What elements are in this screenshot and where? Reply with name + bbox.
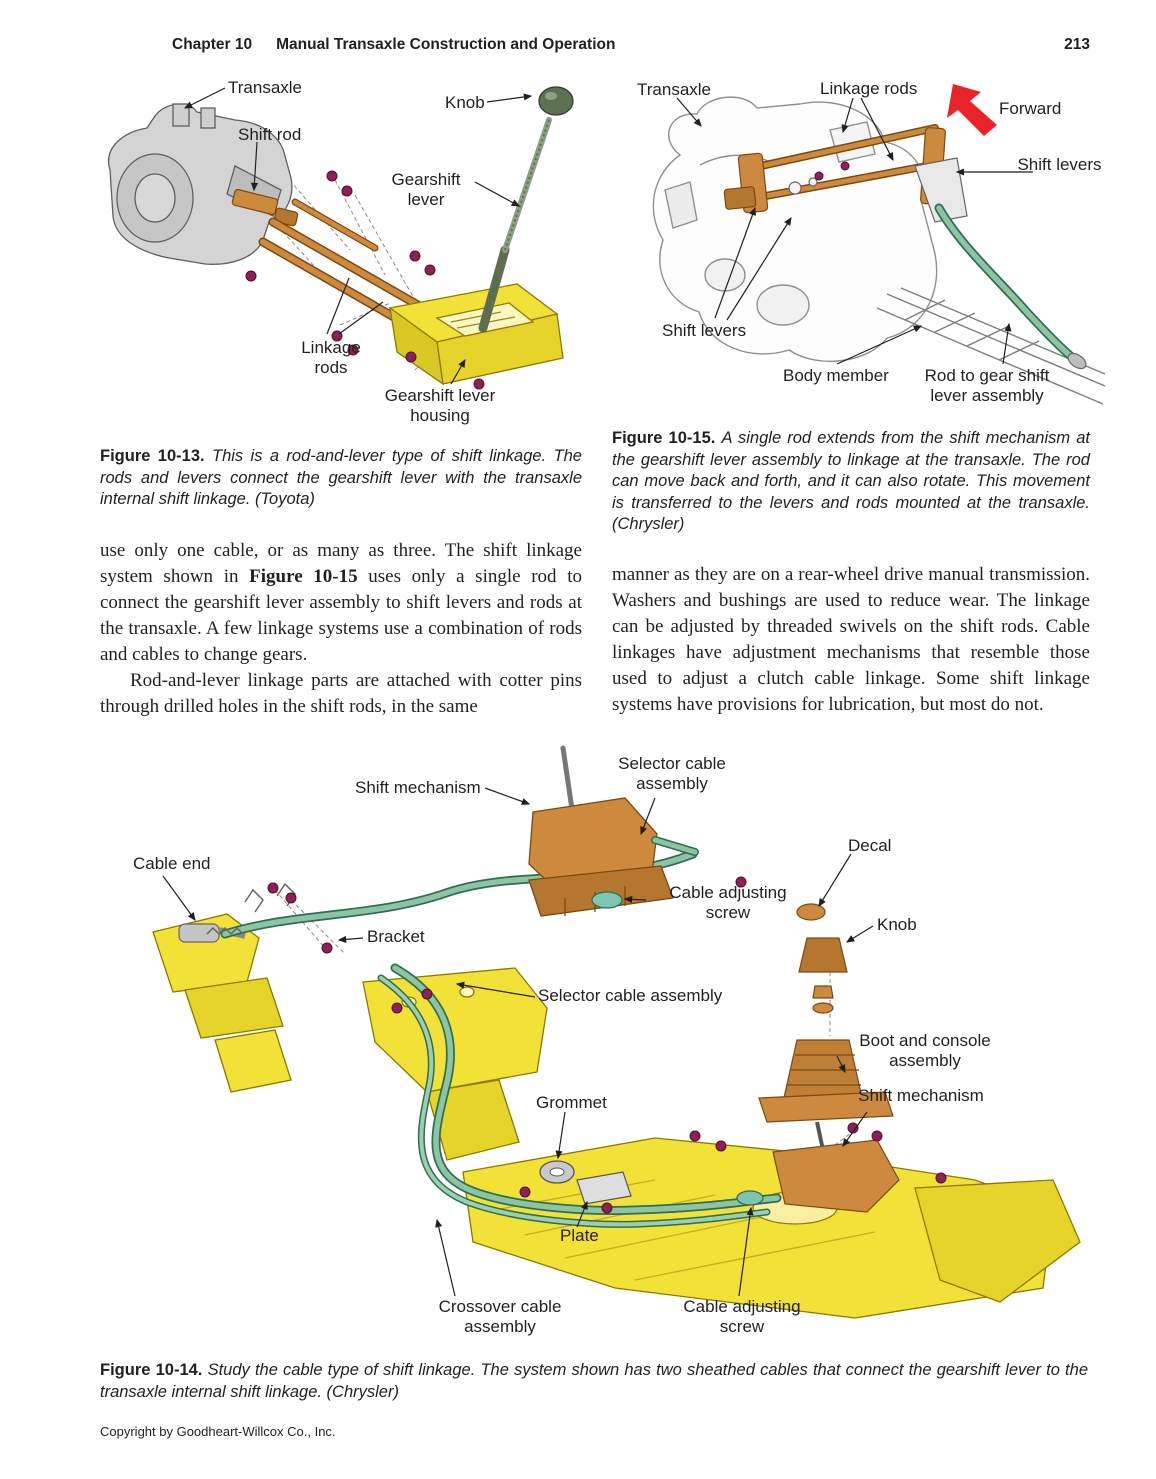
label-cable-adjusting-screw-bottom: Cable adjusting screw <box>683 1297 801 1337</box>
chapter-label: Chapter 10 <box>172 36 253 53</box>
label-shift-mechanism-top: Shift mechanism <box>355 778 481 797</box>
label-grommet: Grommet <box>536 1093 607 1112</box>
page-number: 213 <box>1064 36 1090 53</box>
label-shift-rod: Shift rod <box>238 125 302 144</box>
figure-10-14-caption <box>100 1360 1088 1403</box>
caption-label: Figure 10-14. <box>100 1361 203 1379</box>
label-gearshift-lever: Gearshift lever <box>391 170 461 210</box>
paragraph-text: use only one cable, or as many as three. The shift linkage system shown in <box>100 540 582 587</box>
running-title: Manual Transaxle Construction and Operation <box>276 36 616 53</box>
label-knob: Knob <box>877 915 917 934</box>
caption-text: A single rod extends from the shift mechanism at the gearshift lever assembly to linkage at the transaxle. The rod can move back and forth, and it can also rotate. This movement is transferred to the levers and rods mounted at the transaxle. (Chrysler) <box>612 429 1090 533</box>
label-gearshift-lever-housing: Gearshift lever housing <box>384 386 496 426</box>
label-cable-adjusting-screw-top: Cable adjusting screw <box>669 883 787 923</box>
forward-arrow-icon <box>947 84 997 136</box>
label-transaxle: Transaxle <box>228 78 303 97</box>
figure-10-13-caption <box>100 446 582 511</box>
body-column-left <box>100 538 582 720</box>
label-knob: Knob <box>445 93 485 112</box>
label-shift-levers-left: Shift levers <box>662 321 747 340</box>
paragraph-text: uses only a single rod to connect the gearshift lever assembly to shift levers and rods at the transaxle. A few linkage systems use a combination of rods and cables to change gears. <box>100 566 582 665</box>
caption-text: Study the cable type of shift linkage. The system shown has two sheathed cables that connect the gearshift lever to the transaxle internal shift linkage. (Chrysler) <box>100 1361 1088 1401</box>
label-linkage-rods: Linkage rods <box>820 79 918 98</box>
label-plate: Plate <box>560 1226 599 1245</box>
label-linkage-rods: Linkage rods <box>301 338 361 378</box>
copyright-notice: Copyright by Goodheart-Willcox Co., Inc. <box>100 1424 336 1439</box>
label-shift-levers-right: Shift levers <box>1017 155 1102 174</box>
label-forward: Forward <box>999 99 1062 118</box>
label-crossover-cable-assembly: Crossover cable assembly <box>438 1297 562 1337</box>
caption-text: This is a rod-and-lever type of shift linkage. The rods and levers connect the gearshift lever with the transaxle internal shift linkage. (Toyota) <box>100 447 582 508</box>
label-selector-cable-assembly-top: Selector cable assembly <box>618 754 726 794</box>
page-header <box>100 36 1090 54</box>
label-decal: Decal <box>848 836 892 855</box>
paragraph <box>100 538 582 668</box>
figure-10-13-illustration <box>85 70 595 448</box>
paragraph: Rod-and-lever linkage parts are attached with cotter pins through drilled holes in the shift rods, in the same <box>100 670 582 717</box>
label-boot-and-console-assembly: Boot and console assembly <box>859 1031 991 1071</box>
figure-10-14 <box>95 740 1085 1358</box>
label-body-member: Body member <box>783 366 889 385</box>
caption-label: Figure 10-13. <box>100 447 205 465</box>
label-bracket: Bracket <box>367 927 425 946</box>
label-selector-cable-assembly-mid: Selector cable assembly <box>538 986 723 1005</box>
label-rod-to-gear-shift: Rod to gear shift lever assembly <box>924 366 1050 406</box>
label-shift-mechanism-right: Shift mechanism <box>858 1086 984 1105</box>
figure-10-13 <box>85 70 595 448</box>
running-head <box>100 36 615 54</box>
body-column-right <box>612 562 1090 718</box>
figure-10-15-caption <box>612 428 1090 536</box>
paragraph: manner as they are on a rear-wheel drive manual transmission. Washers and bushings are used to reduce wear. The linkage can be adjusted by threaded swivels on the shift rods. Cable linkages have adjustment mechanisms that resemble those used to adjust a clutch cable linkage. Some shift linkage systems have provisions for lubrication, but most do not. <box>612 564 1090 715</box>
label-transaxle: Transaxle <box>637 80 712 99</box>
caption-label: Figure 10-15. <box>612 429 716 447</box>
figure-reference: Figure 10-15 <box>249 566 358 587</box>
label-cable-end: Cable end <box>133 854 211 873</box>
figure-10-15 <box>605 70 1105 440</box>
